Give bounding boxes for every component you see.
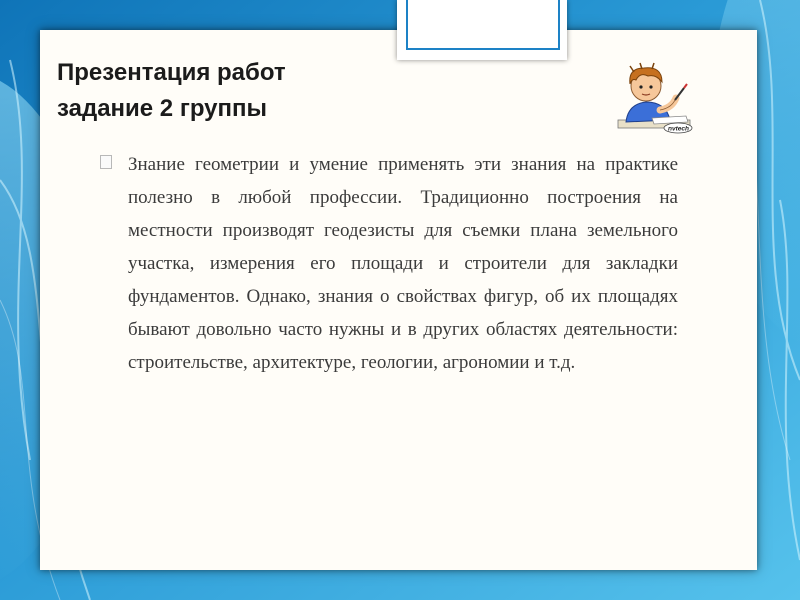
boy-writing-icon [612, 60, 694, 140]
bullet-marker-icon [100, 155, 112, 169]
slide-title [57, 55, 477, 127]
title-line-2: задание 2 группы [57, 95, 267, 122]
top-tab-card [397, 0, 567, 60]
bullet-list [100, 148, 678, 379]
bullet-item-text: Знание геометрии и умение применять эти знания на практике полезно в любой профессии. Традиционно построения на местности производят геодезисты для съемки плана земельного участка, измерения его площади и строители для закладки фундаментов. Однако, знания о свойствах фигур, об их площадях бывают довольно часто нужны и в других областях деятельности: строительстве, архитектуре, геологии, агрономии и т.д. [128, 154, 678, 373]
svg-text:nvtech: nvtech [668, 125, 689, 133]
title-line-1: Презентация работ [57, 59, 286, 86]
top-tab-frame [406, 0, 560, 50]
